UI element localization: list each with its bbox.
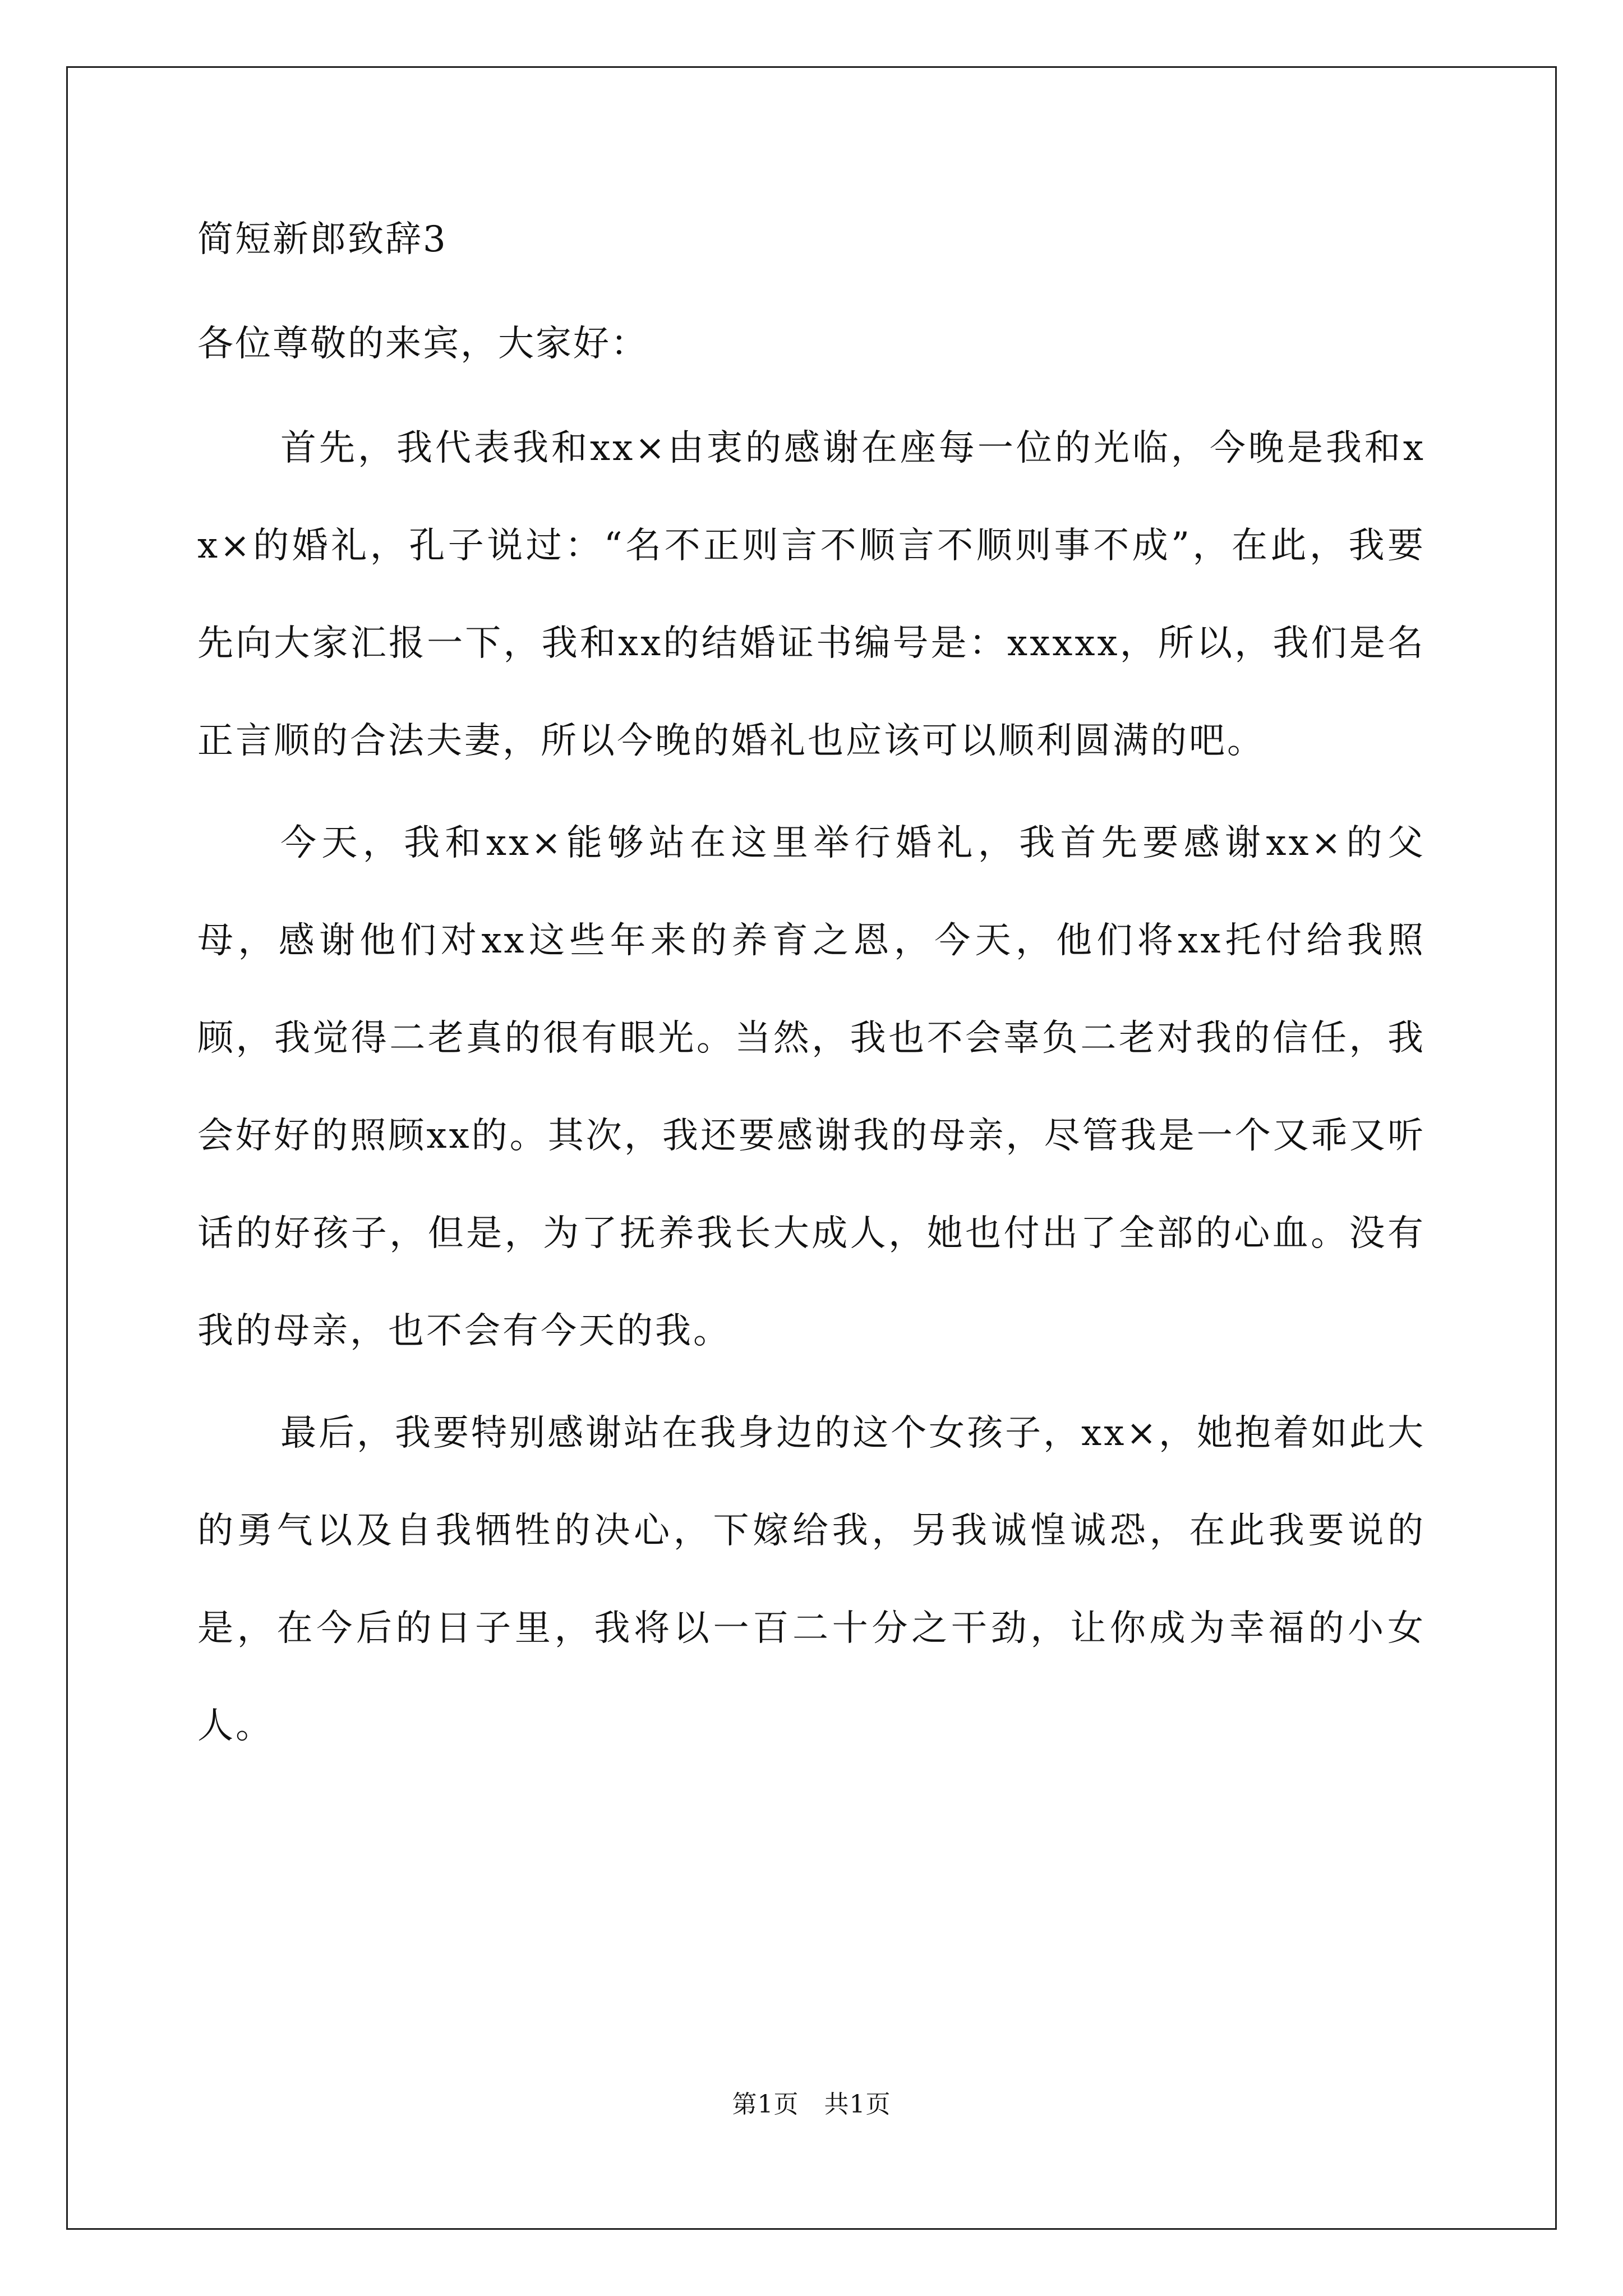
document-body (197, 213, 1426, 1775)
paragraph-2: 今天，我和xx×能够站在这里举行婚礼，我首先要感谢xx×的父母，感谢他们对xx这些年来的养育之恩，今天，他们将xx托付给我照顾，我觉得二老真的很有眼光。当然，我也不会辜负二老对我的信任，我会好好的照顾xx的。其次，我还要感谢我的母亲，尽管我是一个又乖又听话的好孩子，但是，为了抚养我长大成人，她也付出了全部的心血。没有我的母亲，也不会有今天的我。 (197, 822, 1426, 1352)
greeting-line: 各位尊敬的来宾，大家好： (197, 323, 648, 365)
paragraph-1: 首先，我代表我和xx×由衷的感谢在座每一位的光临，今晚是我和xx×的婚礼，孔子说过：“名不正则言不顺言不顺则事不成”，在此，我要先向大家汇报一下，我和xx的结婚证书编号是：xxxxx，所以，我们是名正言顺的合法夫妻，所以今晚的婚礼也应该可以顺利圆满的吧。 (197, 427, 1426, 762)
page-footer: 第1页 共1页 (732, 2090, 891, 2119)
paragraph-3: 最后，我要特别感谢站在我身边的这个女孩子，xx×，她抱着如此大的勇气以及自我牺牲的决心，下嫁给我，另我诚惶诚恐，在此我要说的是，在今后的日子里，我将以一百二十分之干劲，让你成为幸福的小女人。 (197, 1412, 1426, 1747)
document-title: 简短新郎致辞3 (197, 219, 448, 260)
